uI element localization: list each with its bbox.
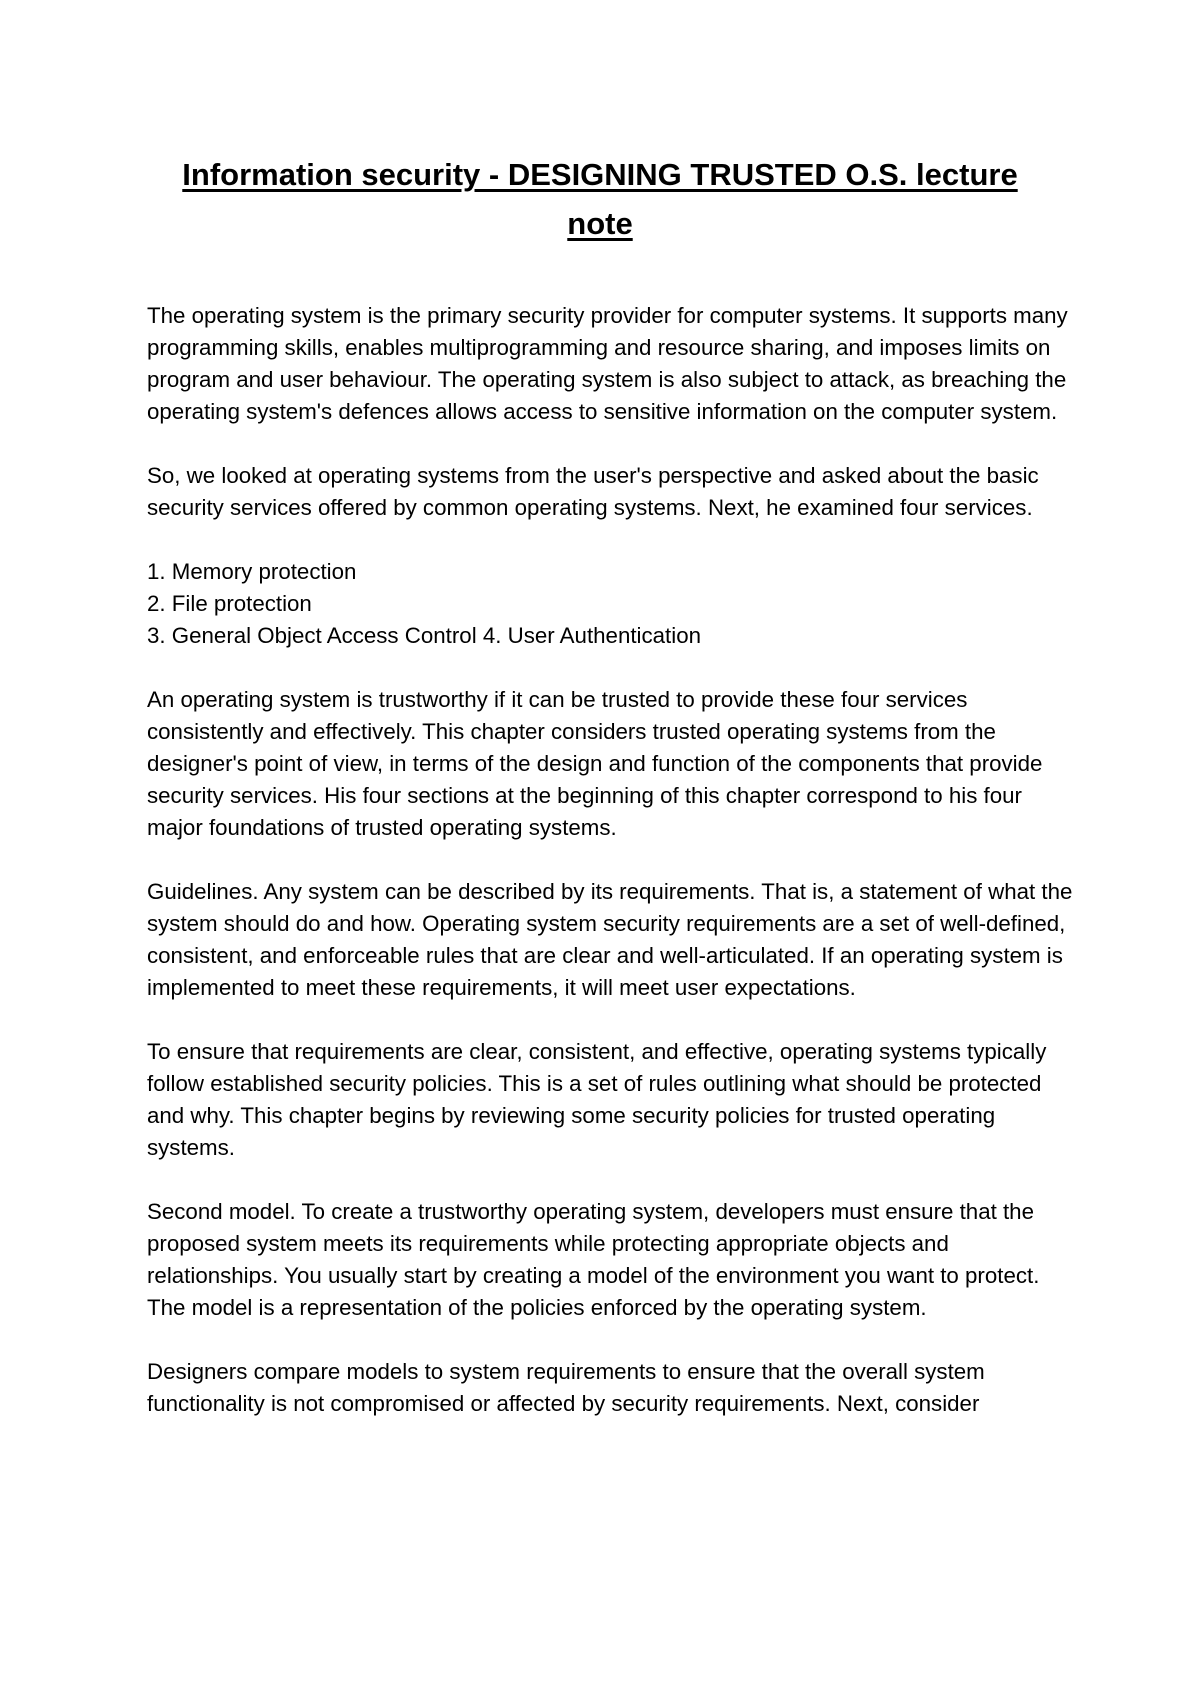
paragraph-security-policies: To ensure that requirements are clear, consistent, and effective, operating systems typically follow established security policies. This is a set of rules outlining what should be protected and why. This chapter begins by reviewing some security policies for trusted operating systems.	[147, 1039, 1047, 1160]
paragraph-second-model: Second model. To create a trustworthy operating system, developers must ensure that the proposed system meets its requirements while protecting appropriate objects and relationships. You usually start by creating a model of the environment you want to protect. The model is a representation of the policies enforced by the operating system.	[147, 1199, 1040, 1320]
page-title: Information security - DESIGNING TRUSTED O.S. lecture note	[182, 157, 1018, 241]
paragraph-trustworthy-os: An operating system is trustworthy if it can be trusted to provide these four services consistently and effectively. This chapter considers trusted operating systems from the designer's point of view, in terms of the design and function of the components that provide security services. His four sections at the beginning of this chapter correspond to his four major foundations of trusted operating systems.	[147, 687, 1043, 840]
list-item: 3. General Object Access Control 4. User Authentication	[147, 623, 701, 648]
paragraph-os-primary-security: The operating system is the primary security provider for computer systems. It supports many programming skills, enables multiprogramming and resource sharing, and imposes limits on program and user behaviour. The operating system is also subject to attack, as breaching the operating system's defences allows access to sensitive information on the computer system.	[147, 303, 1068, 424]
paragraph-user-perspective: So, we looked at operating systems from the user's perspective and asked about the basic security services offered by common operating systems. Next, he examined four services.	[147, 463, 1039, 520]
paragraph-designers-compare: Designers compare models to system requirements to ensure that the overall system functionality is not compromised or affected by security requirements. Next, consider	[147, 1359, 985, 1416]
document-body	[147, 300, 1077, 1452]
security-services-list	[147, 556, 1077, 652]
list-item: 1. Memory protection	[147, 559, 357, 584]
paragraph-guidelines: Guidelines. Any system can be described by its requirements. That is, a statement of what the system should do and how. Operating system security requirements are a set of well-defined, consistent, and enforceable rules that are clear and well-articulated. If an operating system is implemented to meet these requirements, it will meet user expectations.	[147, 879, 1073, 1000]
list-item: 2. File protection	[147, 591, 312, 616]
